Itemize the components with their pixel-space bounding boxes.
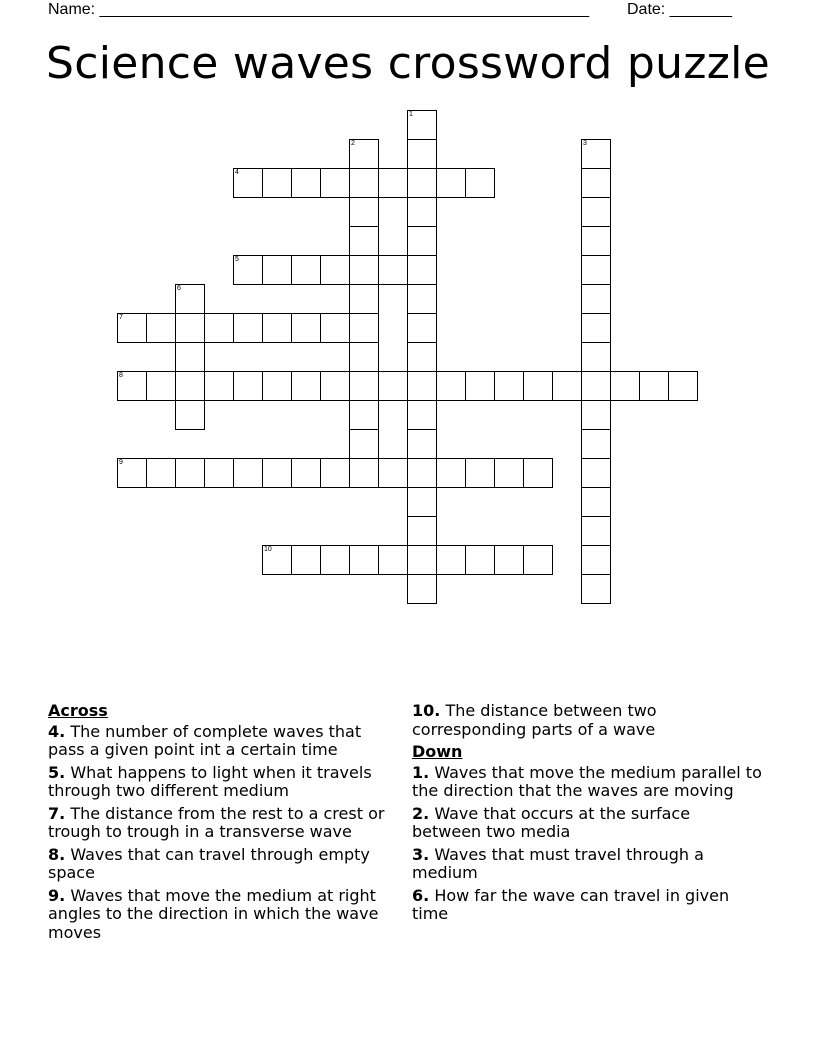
grid-cell[interactable] [407, 458, 437, 488]
grid-cell[interactable] [262, 458, 292, 488]
grid-cell[interactable] [233, 168, 263, 198]
clue-text: The distance between two corresponding parts of a wave [412, 701, 657, 739]
cell-number: 5 [235, 256, 239, 263]
grid-cell[interactable] [407, 197, 437, 227]
grid-cell[interactable] [465, 168, 495, 198]
grid-cell[interactable] [581, 197, 611, 227]
clue-down-3 [412, 846, 762, 883]
grid-cell[interactable] [407, 342, 437, 372]
grid-cell[interactable] [320, 313, 350, 343]
grid-cell[interactable] [349, 255, 379, 285]
grid-cell[interactable] [349, 139, 379, 169]
clue-across-4 [48, 723, 398, 760]
down-heading: Down [412, 742, 463, 761]
grid-cell[interactable] [581, 139, 611, 169]
grid-cell[interactable] [436, 458, 466, 488]
grid-cell[interactable] [117, 458, 147, 488]
grid-cell[interactable] [349, 342, 379, 372]
name-field-label: Name: _______________________________________________________ [48, 1, 589, 18]
cell-number: 7 [119, 314, 123, 321]
clue-number: 9. [48, 885, 66, 905]
grid-cell[interactable] [581, 168, 611, 198]
grid-cell[interactable] [581, 487, 611, 517]
grid-cell[interactable] [407, 168, 437, 198]
grid-cell[interactable] [523, 371, 553, 401]
grid-cell[interactable] [610, 371, 640, 401]
clue-text: The distance from the rest to a crest or trough to trough in a transverse wave [48, 803, 385, 841]
grid-cell[interactable] [233, 458, 263, 488]
grid-cell[interactable] [204, 458, 234, 488]
clue-number: 10. [412, 701, 441, 720]
grid-cell[interactable] [407, 516, 437, 546]
grid-cell[interactable] [407, 226, 437, 256]
clue-down-6 [412, 887, 762, 924]
grid-cell[interactable] [581, 255, 611, 285]
cell-number: 10 [264, 546, 272, 553]
grid-cell[interactable] [204, 371, 234, 401]
grid-cell[interactable] [581, 545, 611, 575]
grid-cell[interactable] [581, 429, 611, 459]
clue-text: What happens to light when it travels through two different medium [48, 762, 372, 800]
clues-column-right [412, 702, 762, 928]
grid-cell[interactable] [494, 371, 524, 401]
grid-cell[interactable] [349, 168, 379, 198]
clue-across-8 [48, 846, 398, 883]
grid-cell[interactable] [349, 429, 379, 459]
clue-across-9 [48, 887, 398, 943]
grid-cell[interactable] [320, 458, 350, 488]
grid-cell[interactable] [320, 255, 350, 285]
cell-number: 3 [583, 140, 587, 147]
grid-cell[interactable] [262, 371, 292, 401]
grid-cell[interactable] [407, 313, 437, 343]
grid-cell[interactable] [146, 371, 176, 401]
grid-cell[interactable] [349, 371, 379, 401]
cell-number: 1 [409, 111, 413, 118]
grid-cell[interactable] [465, 458, 495, 488]
grid-cell[interactable] [349, 458, 379, 488]
grid-cell[interactable] [668, 371, 698, 401]
grid-cell[interactable] [175, 313, 205, 343]
grid-cell[interactable] [581, 371, 611, 401]
clue-text: Waves that move the medium at right angles to the direction in which the wave moves [48, 885, 379, 942]
grid-cell[interactable] [204, 313, 234, 343]
grid-cell[interactable] [581, 458, 611, 488]
grid-cell[interactable] [407, 400, 437, 430]
grid-cell[interactable] [233, 371, 263, 401]
clues-column-left [48, 702, 398, 946]
grid-cell[interactable] [523, 545, 553, 575]
clue-down-2 [412, 805, 762, 842]
grid-cell[interactable] [349, 545, 379, 575]
grid-cell[interactable] [146, 313, 176, 343]
grid-cell[interactable] [320, 545, 350, 575]
grid-cell[interactable] [291, 313, 321, 343]
page-title: Science waves crossword puzzle [45, 38, 771, 89]
grid-cell[interactable] [291, 545, 321, 575]
grid-cell[interactable] [349, 226, 379, 256]
clue-text: The number of complete waves that pass a given point int a certain time [48, 721, 362, 759]
clue-number: 2. [412, 803, 430, 823]
grid-cell[interactable] [407, 255, 437, 285]
grid-cell[interactable] [349, 400, 379, 430]
grid-cell[interactable] [639, 371, 669, 401]
grid-cell[interactable] [581, 574, 611, 604]
grid-cell[interactable] [349, 197, 379, 227]
clue-number: 8. [48, 844, 66, 864]
clue-across-10 [412, 702, 762, 739]
grid-cell[interactable] [494, 458, 524, 488]
grid-cell[interactable] [291, 168, 321, 198]
clue-number: 3. [412, 844, 430, 864]
grid-cell[interactable] [175, 371, 205, 401]
clue-text: Waves that must travel through a medium [412, 844, 704, 882]
grid-cell[interactable] [291, 255, 321, 285]
cell-number: 9 [119, 459, 123, 466]
grid-cell[interactable] [175, 400, 205, 430]
grid-cell[interactable] [262, 545, 292, 575]
grid-cell[interactable] [175, 284, 205, 314]
grid-cell[interactable] [320, 371, 350, 401]
grid-cell[interactable] [378, 371, 408, 401]
cell-number: 6 [177, 285, 181, 292]
grid-cell[interactable] [175, 342, 205, 372]
grid-cell[interactable] [465, 371, 495, 401]
clue-number: 1. [412, 762, 430, 782]
grid-cell[interactable] [117, 313, 147, 343]
across-heading: Across [48, 701, 108, 720]
grid-cell[interactable] [262, 255, 292, 285]
grid-cell[interactable] [291, 371, 321, 401]
grid-cell[interactable] [581, 400, 611, 430]
clue-text: Waves that can travel through empty space [48, 844, 370, 882]
grid-cell[interactable] [581, 226, 611, 256]
grid-cell[interactable] [117, 371, 147, 401]
grid-cell[interactable] [407, 429, 437, 459]
grid-cell[interactable] [407, 487, 437, 517]
grid-cell[interactable] [233, 313, 263, 343]
grid-cell[interactable] [407, 139, 437, 169]
clue-down-1 [412, 764, 762, 801]
cell-number: 8 [119, 372, 123, 379]
grid-cell[interactable] [378, 545, 408, 575]
clue-text: How far the wave can travel in given time [412, 885, 730, 923]
clue-number: 5. [48, 762, 66, 782]
grid-cell[interactable] [146, 458, 176, 488]
clue-across-7 [48, 805, 398, 842]
grid-cell[interactable] [494, 545, 524, 575]
grid-cell[interactable] [407, 545, 437, 575]
grid-cell[interactable] [581, 516, 611, 546]
grid-cell[interactable] [523, 458, 553, 488]
grid-cell[interactable] [262, 313, 292, 343]
clue-text: Wave that occurs at the surface between two media [412, 803, 691, 841]
grid-cell[interactable] [233, 255, 263, 285]
grid-cell[interactable] [552, 371, 582, 401]
grid-cell[interactable] [378, 168, 408, 198]
cell-number: 2 [351, 140, 355, 147]
grid-cell[interactable] [436, 168, 466, 198]
grid-cell[interactable] [465, 545, 495, 575]
grid-cell[interactable] [291, 458, 321, 488]
grid-cell[interactable] [407, 371, 437, 401]
grid-cell[interactable] [407, 574, 437, 604]
grid-cell[interactable] [407, 284, 437, 314]
grid-cell[interactable] [407, 110, 437, 140]
grid-cell[interactable] [175, 458, 205, 488]
grid-cell[interactable] [349, 313, 379, 343]
grid-cell[interactable] [436, 371, 466, 401]
clue-number: 6. [412, 885, 430, 905]
clue-number: 4. [48, 721, 66, 741]
grid-cell[interactable] [320, 168, 350, 198]
cell-number: 4 [235, 169, 239, 176]
grid-cell[interactable] [378, 458, 408, 488]
grid-cell[interactable] [581, 342, 611, 372]
grid-cell[interactable] [436, 545, 466, 575]
grid-cell[interactable] [378, 255, 408, 285]
grid-cell[interactable] [581, 313, 611, 343]
grid-cell[interactable] [349, 284, 379, 314]
clue-across-5 [48, 764, 398, 801]
grid-cell[interactable] [581, 284, 611, 314]
clue-number: 7. [48, 803, 66, 823]
grid-cell[interactable] [262, 168, 292, 198]
date-field-label: Date: _______ [627, 1, 732, 18]
clue-text: Waves that move the medium parallel to the direction that the waves are moving [412, 762, 762, 800]
